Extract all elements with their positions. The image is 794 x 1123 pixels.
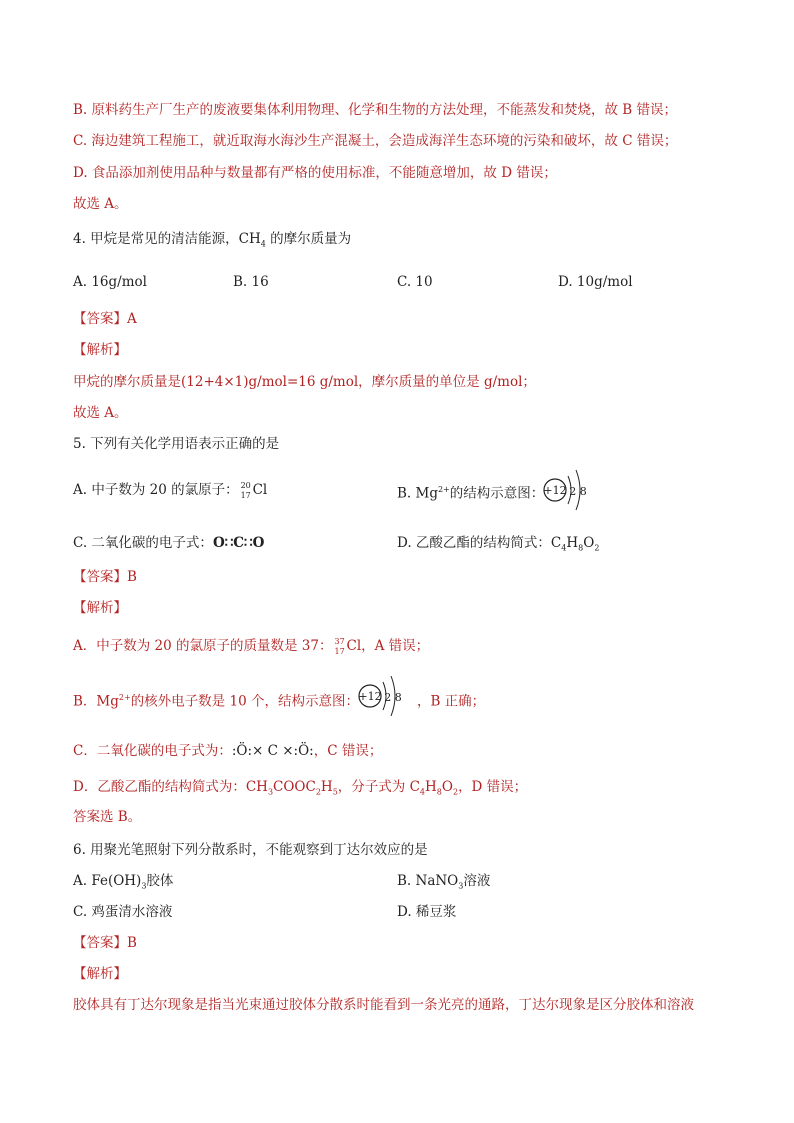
option-d: D. 稀豆浆 (397, 904, 457, 920)
nuclide-notation: 20 17 (240, 480, 251, 500)
mg-ion-structure-diagram (540, 466, 588, 512)
option-b: B. NaNO$_3$溶液 (397, 873, 491, 891)
option-a: A. 16g/mol (73, 274, 147, 290)
question-4-stem: 4. 甲烷是常见的清洁能源，$CH_4$ 的摩尔质量为 (73, 231, 352, 249)
conclusion-text: 答案选 B。 (73, 809, 142, 825)
analysis-text: 甲烷的摩尔质量是(12+4×1)g/mol=16 g/mol，摩尔质量的单位是 g/mol； (73, 374, 536, 390)
analysis-label: 【解析】 (73, 342, 127, 358)
explanation-line: 故选 A。 (73, 196, 128, 212)
option-a: A. $Fe(OH)_3$胶体 (73, 873, 174, 891)
explanation-c: C．二氧化碳的电子式为：:Ö:× C ×:Ö:，C 错误； (73, 743, 383, 759)
option-b: B. 16 (233, 274, 269, 290)
mg-ion-structure-diagram (355, 672, 403, 718)
option-c: C. 二氧化碳的电子式：O∷C∷O (73, 535, 265, 551)
option-c: C. 10 (397, 274, 433, 290)
explanation-line: C. 海边建筑工程施工，就近取海水海沙生产混凝土，会造成海洋生态环境的污染和破坏，故 C 错误； (73, 133, 678, 149)
analysis-text: 胶体具有丁达尔现象是指当光束通过胶体分散系时能看到一条光亮的通路，丁达尔现象是区分胶体和溶液 (73, 997, 694, 1013)
conclusion-text: 故选 A。 (73, 405, 128, 421)
option-d: D. 10g/mol (558, 274, 633, 290)
explanation-b: B．$Mg^{2+}$的核外电子数是 10 个，结构示意图： ，B 正确； (73, 693, 486, 710)
analysis-label: 【解析】 (73, 600, 127, 616)
explanation-line: B. 原料药生产厂生产的废液要集体利用物理、化学和生物的方法处理，不能蒸发和焚烧，故 B 错误； (73, 102, 678, 118)
question-6-stem: 6. 用聚光笔照射下列分散系时，不能观察到丁达尔效应的是 (73, 842, 428, 858)
answer-label: 【答案】A (73, 311, 137, 327)
option-c: C. 鸡蛋清水溶液 (73, 904, 173, 920)
analysis-label: 【解析】 (73, 966, 127, 982)
answer-label: 【答案】B (73, 935, 137, 951)
question-5-stem: 5. 下列有关化学用语表示正确的是 (73, 436, 280, 452)
diagram-shell-label: 2 8 (569, 485, 587, 498)
explanation-a: A．中子数为 20 的氯原子的质量数是 37： 37 17 Cl，A 错误； (73, 636, 430, 656)
diagram-core-label: +12 (358, 690, 382, 703)
option-d: D. 乙酸乙酯的结构简式：$C_4H_8O_2$ (397, 535, 600, 553)
explanation-d: D．乙酸乙酯的结构简式为：$CH_3COOC_2H_5$，分子式为 $C_4H_8O_2$，D 错误； (73, 779, 528, 797)
option-a: A. 中子数为 20 的氯原子： 20 17 Cl (73, 480, 268, 500)
diagram-core-label: +12 (543, 484, 567, 497)
nuclide-notation: 37 17 (334, 636, 345, 656)
diagram-shell-label: 2 8 (384, 691, 402, 704)
explanation-line: D. 食品添加剂使用品种与数量都有严格的使用标准，不能随意增加，故 D 错误； (73, 165, 557, 181)
option-b: B. $Mg^{2+}$的结构示意图： (397, 485, 545, 502)
answer-label: 【答案】B (73, 569, 137, 585)
